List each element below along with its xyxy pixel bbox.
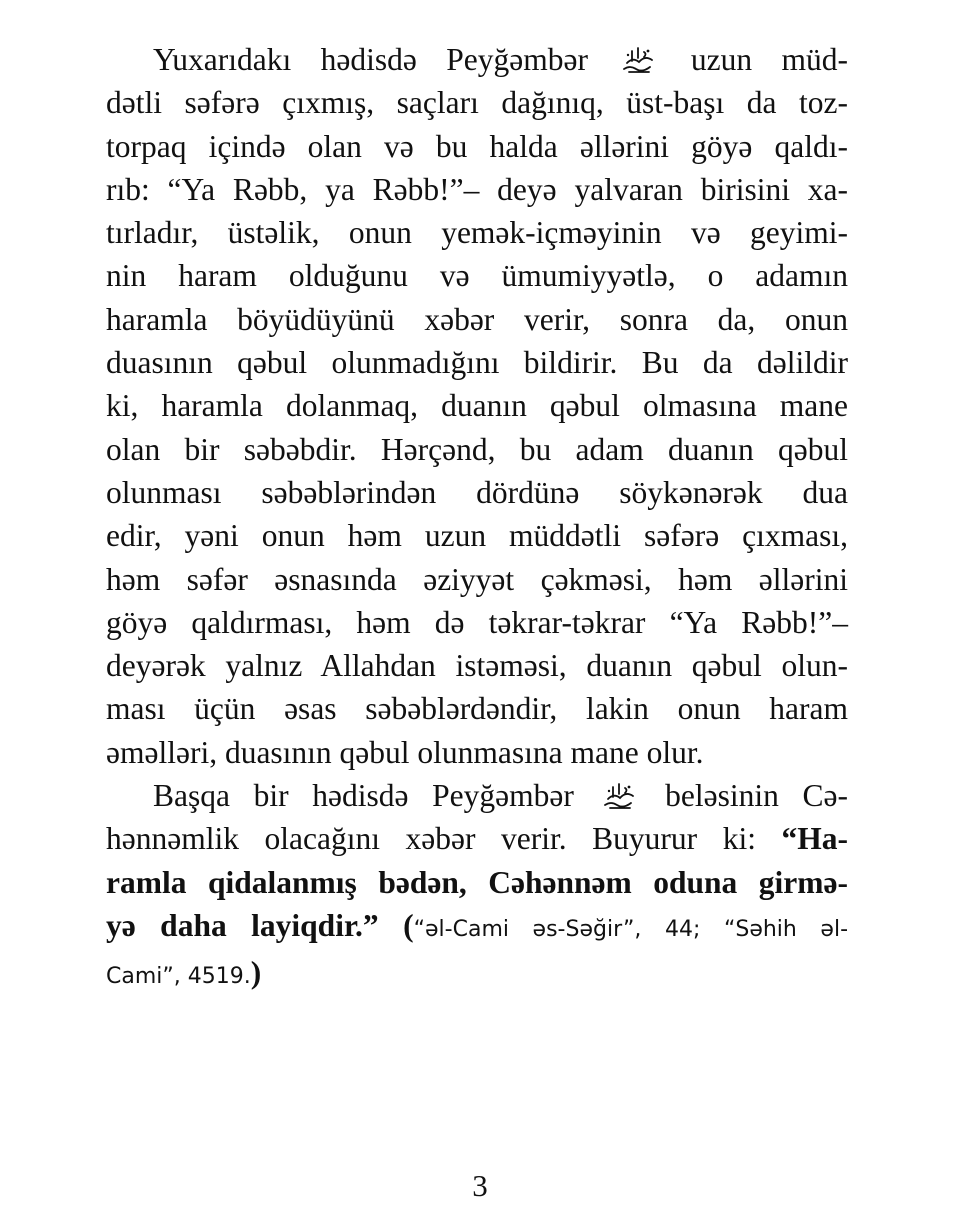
page-body [106, 38, 848, 999]
text-line: ki, haramla dolanmaq, duanın qəbul olmasına mane [106, 388, 848, 424]
text-line: göyə qaldırması, həm də təkrar-təkrar “Ya Rəbb!”– [106, 604, 848, 640]
text-line: həm səfər əsnasında əziyyət çəkməsi, həm əllərini [106, 561, 848, 597]
text-line: olan bir səbəbdir. Hərçənd, bu adam duanın qəbul [106, 431, 848, 467]
salawat-calligraphy-icon [621, 45, 657, 75]
text-line: dətli səfərə çıxmış, saçları dağınıq, üst-başı da toz- [106, 85, 848, 121]
text-line: rıb: “Ya Rəbb, ya Rəbb!”– deyə yalvaran birisini xa- [106, 171, 848, 207]
text-line: nin haram olduğunu və ümumiyyətlə, o adamın [106, 258, 848, 294]
text-line: Yuxarıdakı hədisdə Peyğəmbər uzun müd- [153, 42, 849, 77]
hadith-quote: yə daha layiqdir.” [106, 907, 379, 943]
salawat-calligraphy-icon [602, 781, 638, 811]
hadith-quote: “Ha- [781, 821, 848, 857]
text-line: haramla böyüdüyünü xəbər verir, sonra da, onun [106, 301, 848, 337]
citation-open-bracket: ( [403, 907, 414, 943]
text-line: olunması səbəblərindən dördünə söykənərək dua [106, 474, 848, 510]
text-line: deyərək yalnız Allahdan istəməsi, duanın qəbul olun- [106, 648, 848, 684]
text-line: torpaq içində olan və bu halda əllərini göyə qaldı- [106, 128, 848, 164]
text-line: duasının qəbul olunmadığını bildirir. Bu da dəlildir [106, 345, 848, 381]
citation-text: Cami”, 4519. [106, 964, 251, 990]
text-line: Başqa bir hədisdə Peyğəmbər beləsinin Cə- [153, 778, 849, 814]
text-line: tırladır, üstəlik, onun yemək-içməyinin və geyimi- [106, 215, 848, 251]
text-line [106, 904, 848, 951]
hadith-quote: ramla qidalanmış bədən, Cəhənnəm oduna girmə- [106, 864, 848, 900]
text-line: hənnəmlik olacağını xəbər verir. Buyurur ki: “Ha- [106, 821, 848, 857]
text-line: edir, yəni onun həm uzun müddətli səfərə çıxması, [106, 518, 848, 554]
paragraph-2 [106, 774, 848, 998]
paragraph-1 [106, 38, 848, 774]
text-line [106, 951, 848, 998]
text-line: əməlləri, duasının qəbul olunmasına mane olur. [106, 734, 704, 770]
text-line: ması üçün əsas səbəblərdəndir, lakin onun haram [106, 691, 848, 727]
citation-close-bracket: ) [250, 955, 262, 991]
citation-text: “əl-Cami əs-Səğir”, 44; “Səhih əl- [413, 916, 849, 942]
page-number: 3 [472, 1168, 488, 1203]
